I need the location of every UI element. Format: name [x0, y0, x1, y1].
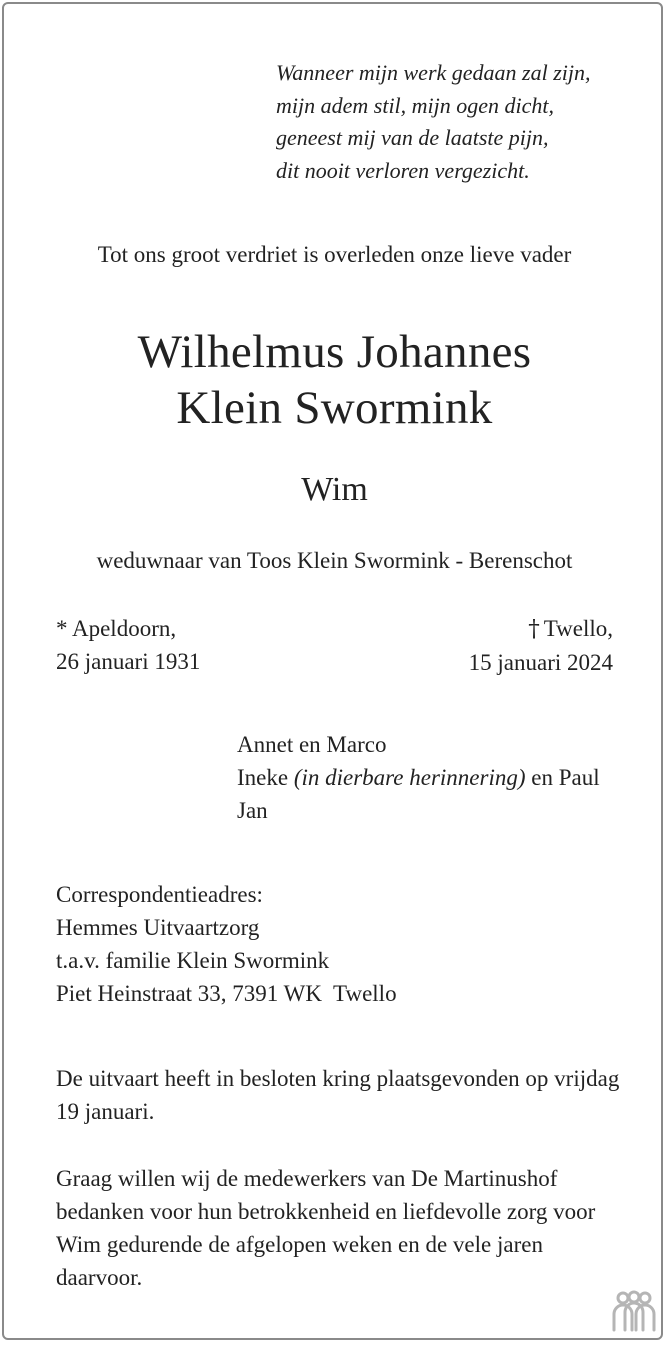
- poem-line: dit nooit verloren vergezicht.: [276, 157, 530, 183]
- name-line-last: Klein Swormink: [176, 382, 493, 434]
- family-member: Annet en Marco: [237, 732, 387, 757]
- death-info: [469, 612, 613, 679]
- family-member-note: (in dierbare herinnering): [293, 765, 526, 790]
- deceased-name: [0, 324, 669, 436]
- poem-line: geneest mij van de laatste pijn,: [276, 125, 549, 150]
- widower-line: weduwnaar van Toos Klein Swormink - Berenschot: [96, 548, 573, 573]
- cross-icon: †: [528, 616, 540, 642]
- birth-date: 26 januari 1931: [56, 649, 201, 674]
- family-member-partner: en Paul: [531, 765, 600, 790]
- family-member-name: Ineke: [237, 765, 289, 790]
- correspondence-address: [56, 878, 397, 1010]
- death-date: 15 januari 2024: [468, 650, 613, 675]
- poem-line: mijn adem stil, mijn ogen dicht,: [276, 92, 555, 118]
- family-member: Jan: [237, 798, 268, 823]
- people-group-icon: [608, 1290, 660, 1334]
- address-line: Piet Heinstraat 33, 7391 WK Twello: [56, 981, 397, 1006]
- address-line: Correspondentieadres:: [56, 882, 263, 907]
- deceased-nickname: Wim: [301, 471, 368, 508]
- name-line-first: Wilhelmus Johannes: [137, 326, 532, 378]
- birth-info: [56, 612, 200, 678]
- funeral-paragraph: De uitvaart heeft in besloten kring plaatsgevonden op vrijdag 19 januari.: [56, 1066, 620, 1124]
- address-line: t.a.v. familie Klein Swormink: [56, 948, 330, 973]
- poem: [276, 57, 591, 187]
- thanks-paragraph: Graag willen wij de medewerkers van De Martinushof bedanken voor hun betrokkenheid en liefdevolle zorg voor Wim gedurende de afgelopen weken en de vele jaren daarvoor.: [56, 1166, 596, 1290]
- poem-line: Wanneer mijn werk gedaan zal zijn,: [276, 60, 591, 85]
- address-line: Hemmes Uitvaartzorg: [56, 915, 260, 940]
- family-list: [237, 728, 600, 827]
- birth-place: * Apeldoorn,: [56, 616, 177, 641]
- death-place: Twello,: [543, 616, 613, 641]
- announcement-intro: Tot ons groot verdriet is overleden onze lieve vader: [97, 242, 572, 267]
- family-member: [237, 761, 600, 794]
